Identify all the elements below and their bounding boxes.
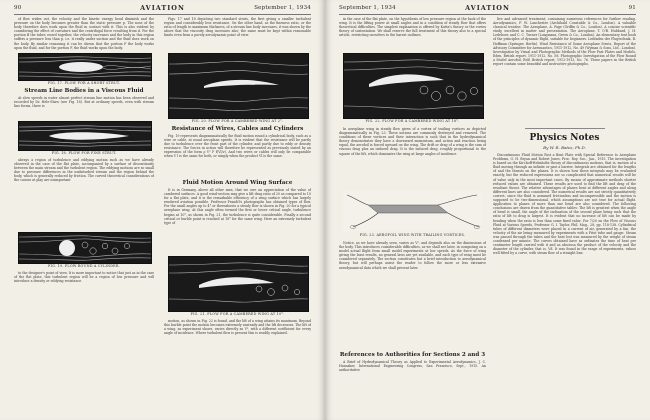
right-col1-bottom-text: Notice, as we have already seen, varies as V², and depends also on the dimensions of the body. This introduces considerable difficulties, as we shall see later, in computing on a model actual flight from small model experiments at low speeds. As the force of wing giving the least results, no general laws are yet available, and each type of wing must be considered separately. The section constitutes but a brief introduction to aerodynamical theory, but will perhaps assist the reader to follow the more or less extensive aerodynamical data which we shall present later. [339,241,486,270]
left-col2-bottom-text: It is in Germany, above all other men, that we owe an appreciation of the value of cambered surfaces. A good wind-section may give a lift drag ratio of 20 as compared to 10 for a flat plate, and it is the remarkable efficiency of a wing surface which has largely rendered aviation possible. Professor Prandtl's photographs has obtained types of flow. For the small angles up to 4° or thereabouts a steady flow is shown in Fig. 20 for a typical aeroplane wing. At this angle often termed the first or lower critical angle, turbulence begins at 10°, as shown in Fig. 21, the turbulence is quite considerable. Finally a second critical or burble point is reached at 18° for the same wing. Here an extremely turbulent type of [164,188,311,225]
section-rule [525,128,605,129]
right-col2-top-text: live and advanced treatment; containing numerous references for further reading. Aerodynamics, F. W. Lanchester (Archibald Constable & Co., London). A valuable classical treatise. The Aeroplane, A. Fage (Griffin & Co., London). A concise scientific study, excellent in matter and presentation. The Aeroplane, T. O'B. Hubbard, J. H. Ledeboer, and C. C. Turner (Longmans, Green & Co., London). An elementary text book of the principles of dynamic flight, suitable for beginners. Leitfaden der Flugtechnik, R. Hoffman (Springer, Berlin). Wind Resistance of Some Aeroplane Struts, Report of the Advisory Committee for Aeronautics, 1911-1912, No. 49 (Wyman & Sons, Ltd., London). Investigation by Visual and Photographic Methods of the Flow Past Plates and Models, Eden, British report, 1911-1912, No. 58. Photographic Investigation of the Flow Round a Model Aerofoil, Relf, British report, 1912-1913, No. 76. These papers in the British report contain some beautiful and instructive photographs. [493,17,636,67]
right-running-head [339,4,636,15]
left-running-head [14,4,311,15]
physics-notes-title: Physics Notes [529,133,600,143]
figure-18 [18,121,152,151]
fig20-caption: FIG. 20. FLOW FOR A CAMBERED WING AT 2°. [191,119,284,123]
figure-22 [343,53,484,119]
left-col1-top-text: of flow widen out, the velocity and the kinetic energy head diminish and the pressure on the body becomes greater than the static pressure p. The nose of the body therefore does work upon the fluid in contact with it. This is also evident by considering the effect of curvature and the centrifugal force resulting from it. For the portion B the tubes crowd together, the velocity increases and the body in this region suffers a pressure less than p, i.e. it really under suction and the fluid does work on the body. By similar reasoning it can be shown that the portion F the body works upon the fluid, and for the portion F, the fluid works upon the body. [14,17,154,50]
left-col2-mid-text: Fig. 19 represents diagrammatically the fluid motion round a cylindrical body, such as a wire or cable, at usual aeroplane speeds. It is evident that the resistance will be partly due to turbulence over the front part of the cylinder, and partly due to eddy or density resistance. The forces in action will therefore be represented as previously stated by an expression of the form ρ V² l² f(Vl/ν). And two wires or cables will only be comparable when V l is the same for both, or simply when the product Vl is the same. [164,134,311,159]
figure-17 [18,53,152,81]
right-page-number: 91 [628,5,636,11]
section-head-resistance: Resistance of Wires, Cables and Cylinders [171,126,304,132]
section-head-wing-surface: Fluid Motion Around Wing Surface [182,180,293,186]
right-page [325,0,650,420]
section-head-stream-line: Stream Line Bodies in a Viscous Fluid [24,88,144,94]
right-running-title: AVIATION [465,4,510,12]
left-col2-top-text: Figs. 17 and 18 depicting two standard struts, the first giving a smaller turbulent region and considerably less resistance. On the other hand, as the fineness ratio, or the ratio of length to maximum thickness, of a stream line body increases, it was shown by the above that the viscosity drag increases also; the same must be kept within reasonable limits even from a purely aerodynamic point of view. [164,17,311,38]
fig18-caption: FIG. 18. FLOW FOR FINE STRUT. [51,151,117,155]
left-col2-tail-text: motion, as shown in Fig. 22 is found, and the lift of a wing attains its maximum. Beyond this burble point the motion becomes extremely unsteady and the lift decreases. The lift of a wing, as experiment shows, varies directly as V², with a different coefficient for every angle of incidence. Where turbulent flow is present this is readily explained. [164,319,311,336]
left-col1-bottom-text: always a region of turbulence and eddying motion such as we have already observed in the case of the flat plate, accompanied by a surface of discontinuity between the main stream and the turbulent region. The eddying motions are so small due to pressure differences in the undisturbed stream and the region behind the body, which is generally reduced by friction. The curved theoretical considerations of the causes at play are unimportant [14,158,154,183]
right-col1-top-text: in the case of the flat plate, on the hypothesis of low pressure region at the back of the wing. It is the lifting power at small angles and in a condition of steady flow that offers theoretical difficulties. The simplest explanation is offered by Kutta's theory or the vortex theory of sustentation. We shall reserve the full treatment of this theory also to a special article, restricting ourselves to the barest outlines. [339,17,486,38]
figure-20 [168,53,309,119]
figure-23 [343,191,482,231]
left-page-number: 90 [14,5,22,11]
right-date: September 1, 1934 [339,5,396,11]
figure-21 [168,256,309,312]
figure-19 [18,232,152,264]
left-col1-tail-text: to the designer's point of view. It is more important to notice that just as in the case of the flat plate, this turbulent region will be a region of low pressure and will introduce a density or eddying resistance. [14,271,154,284]
references-body: A Brief of Hydrodynamical Theory as Applied to Experimental Aerodynamics, J. C. Hunsaker, International Engineering Congress, San Francisco, Sept., 1915. An authoritative [339,360,486,373]
fig19-caption: FIG. 19. FLOW ROUND A CYLINDER. [48,264,120,268]
left-running-title: AVIATION [140,4,185,12]
right-col1-mid-text: In aeroplane wing in steady flow given of a vortex of trailing vortices as depicted diagrammatically in Fig. 23. These notions are commonly destroyed and removed. The conditions of these vortices and their interaction is such that in the hydrodynamical theory demonstrates they have a downward momentum, and action and reaction being equal, the aerofoil is forced upward on the wing. The drift or drag of a wing is the sum of viscous drag plus an induced drag. It is the induced drag, roughly proportional to the square of the lift, which dominates the wing at large angles of incidence. [339,127,486,156]
right-col2-body-text: Discontinuous Fluid Motion Past a Bent Plate with Special Reference to Aeroplane Problems, G. H. Bryan and Robert Jones, Proc. Roy. Soc., Jan., 1915. The investigation is based on the Kirchoff-Helmholtz theory of discontinuous motions, that is, motion of a fluid moving through an infinite or past a barrier. Integrals are obtained for the lengths of and the thrusts on the planes. It is shown how these integrals may be evaluated exactly, but the reduced expressions are so complicated that numerical results will be of value only in the most important cases. By means of approximate methods shorter reduced values are obtained. These results are used to find the lift and drag of the resultant thrust. The relative advantages of planes bent at different angles and along different lines are also considered. The numerical results are not strictly quantitatively correct, since the fluid is assumed frictionless and incompressible and the motion is supposed to be two-dimensional, which assumptions are not true for actual flight. Application to planes of more than one bend are also considered. The following conclusions are drawn from the quantitative tables: The lift is greatest when the angle of bend is small, the angle of the inclination of the second plane being such that the ratio of lift to drag is largest. It is evident that no increase of lift can be made by bending when the ratio is less than some fixed value. For 7/20 on the Flow of Viscous Fluid at Various Speeds, Professor G. I. Taylor, Phil. Mag., 28, pp. 118-138. Cylindrical tubes of different diameters were placed in a current of air, generated by a fan, the velocity of the air being measured by experiments with a Pitot tube and gauge. Steam was passed through the tubes and the heat lost was measured by the weight of steam condensed per minute. The curves obtained have as ordinates the time of heat per centimeter length carried with it and as abscissa the product of the velocity and the diameter of the cylinder, that is, Vd. It was found in the range of experiments, values well fitted by a curve, with steam flow of a straight line. [493,153,636,256]
references-head: References to Authorities for Sections 2 and 3 [339,352,486,358]
fig23-caption: FIG. 23. AEROFOIL WING WITH TRAILING VORTICES. [359,233,466,237]
left-col1-mid-text: At slow speeds in water almost perfect stream line motion has been observed and recorded by Dr. Hele-Shaw (see Fig. 18). But at ordinary speeds, even with stream line forms, there is [14,96,154,109]
fig17-caption: FIG. 17. FLOW FOR A SHORT STRUT. [47,81,121,85]
fig22-caption: FIG. 22. FLOW FOR A CAMBERED WING AT 18°. [365,119,460,123]
left-date: September 1, 1934 [254,5,311,11]
fig21-caption: FIG. 21. FLOW FOR A CAMBERED WING AT 10°. [190,312,285,316]
physics-notes-byline: By W. R. Bates, Ph.D. [543,145,586,150]
